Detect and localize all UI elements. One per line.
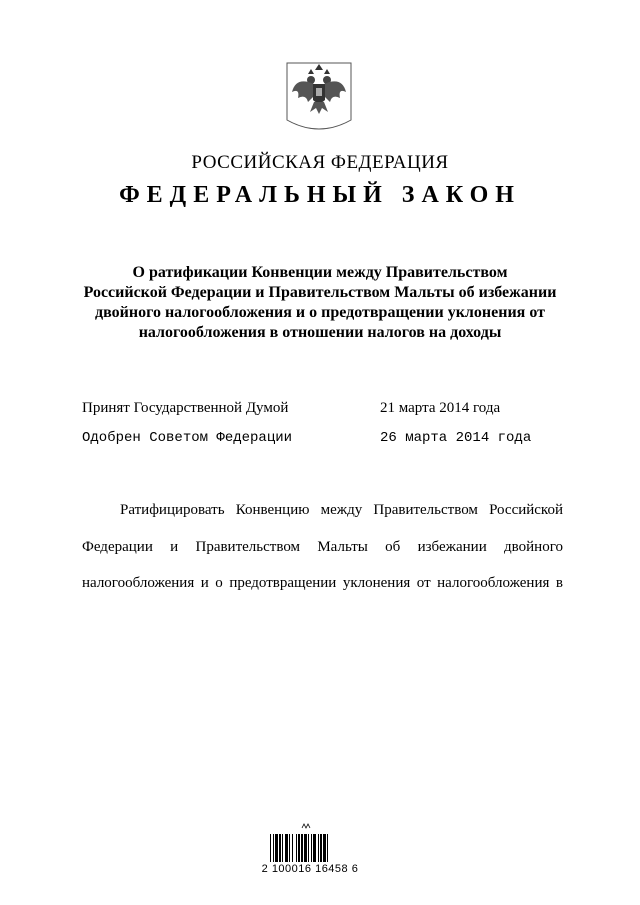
council-approval-label: Одобрен Советом Федерации — [82, 430, 293, 446]
body-text-line: налогообложения и о предотвращении уклонения от налогообложения в — [82, 575, 563, 591]
barcode-number: 2 100016 16458 6 — [261, 863, 359, 875]
law-title — [60, 263, 580, 343]
body-text-line: Федерации и Правительством Мальты об избежании двойного — [82, 539, 563, 555]
body-text-line: Ратифицировать Конвенцию между Правительством Российской — [120, 502, 563, 518]
law-title-line: налогообложения в отношении налогов на доходы — [138, 324, 502, 341]
duma-adoption-label: Принят Государственной Думой — [82, 400, 289, 416]
law-title-line: двойного налогообложения и о предотвращении уклонения от — [95, 304, 545, 321]
document-type-heading: ФЕДЕРАЛЬНЫЙ ЗАКОН — [119, 182, 521, 208]
law-title-line: Российской Федерации и Правительством Мальты об избежании — [83, 284, 557, 301]
country-name: РОССИЙСКАЯ ФЕДЕРАЦИЯ — [191, 152, 449, 173]
duma-adoption-date: 21 марта 2014 года — [380, 400, 501, 416]
law-title-line: О ратификации Конвенции между Правительством — [132, 264, 508, 281]
council-approval-date: 26 марта 2014 года — [380, 430, 532, 446]
russian-coat-of-arms-icon — [286, 62, 352, 136]
